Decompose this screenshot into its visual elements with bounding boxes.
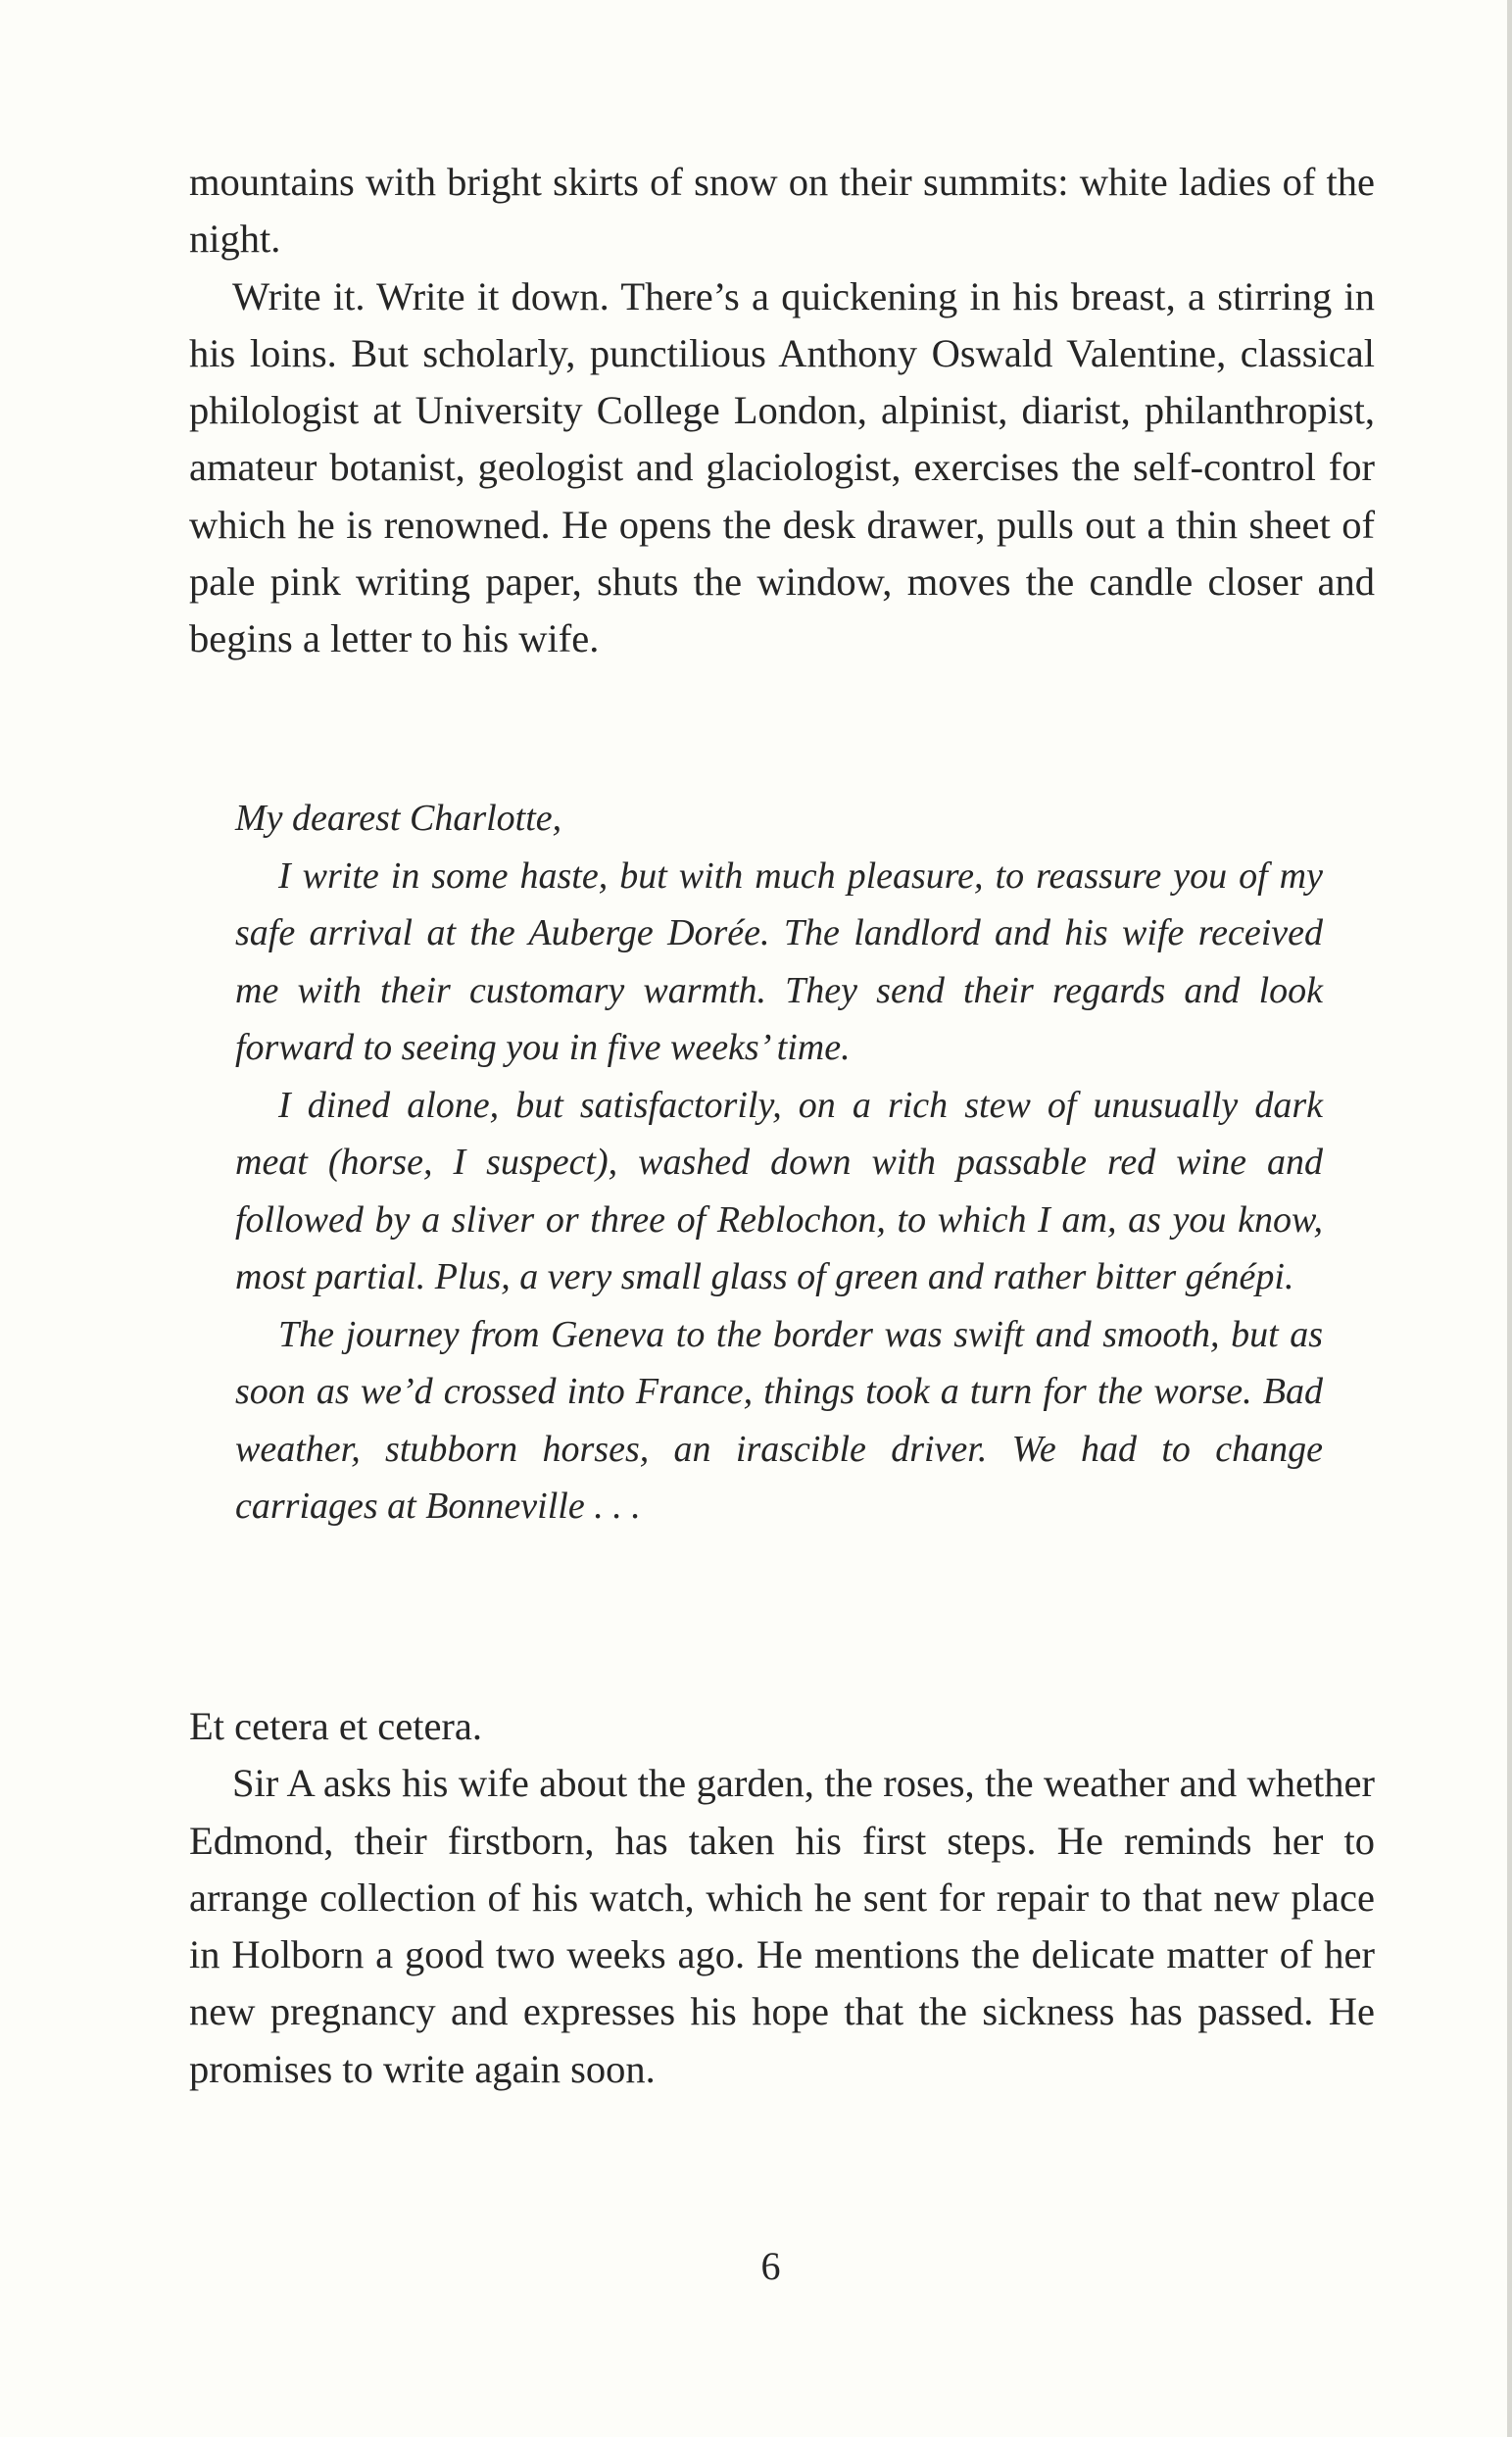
letter-excerpt [235, 790, 1323, 1535]
letter-paragraph-arrival: I write in some haste, but with much pleasure, to reassure you of my safe arrival at the Auberge Dorée. The landlord and his wife received me with their customary warmth. They send their regards and look forward to seeing you in five weeks’ time. [235, 854, 1323, 1068]
narrative-block-bottom [189, 1698, 1375, 2098]
paragraph-write-it: Write it. Write it down. There’s a quickening in his breast, a stirring in his loins. But scholarly, punctilious Anthony Oswald Valentine, classical philologist at University College London, alpinist, diarist, philanthropist, amateur botanist, geologist and glaciologist, exercises the self-control for which he is renowned. He opens the desk drawer, pulls out a thin sheet of pale pink writing paper, shuts the window, moves the candle closer and begins a letter to his wife. [189, 273, 1375, 661]
paragraph-continuation: mountains with bright skirts of snow on their summits: white ladies of the night. [189, 160, 1375, 262]
page-edge-shadow [1507, 0, 1512, 2437]
letter-salutation: My dearest Charlotte, [235, 798, 562, 839]
page-number: 6 [760, 2244, 781, 2288]
paragraph-et-cetera: Et cetera et cetera. [189, 1704, 483, 1748]
paragraph-sir-a: Sir A asks his wife about the garden, the roses, the weather and whether Edmond, their firstborn, has taken his first steps. He reminds her to arrange collection of his watch, which he sent for repair to that new place in Holborn a good two weeks ago. He mentions the delicate matter of her new pregnancy and expresses his hope that the sickness has passed. He promises to write again soon. [189, 1761, 1375, 2091]
letter-paragraph-journey: The journey from Geneva to the border was swift and smooth, but as soon as we’d crossed into France, things took a turn for the worse. Bad weather, stubborn horses, an irascible driver. We had to change carriages at Bonneville . . . [235, 1313, 1323, 1527]
narrative-block-top [189, 154, 1375, 668]
letter-paragraph-dinner: I dined alone, but satisfactorily, on a rich stew of unusually dark meat (horse, I suspect), washed down with passable red wine and followed by a sliver or three of Reblochon, to which I am, as you know, most partial. Plus, a very small glass of green and rather bitter génépi. [235, 1084, 1323, 1297]
